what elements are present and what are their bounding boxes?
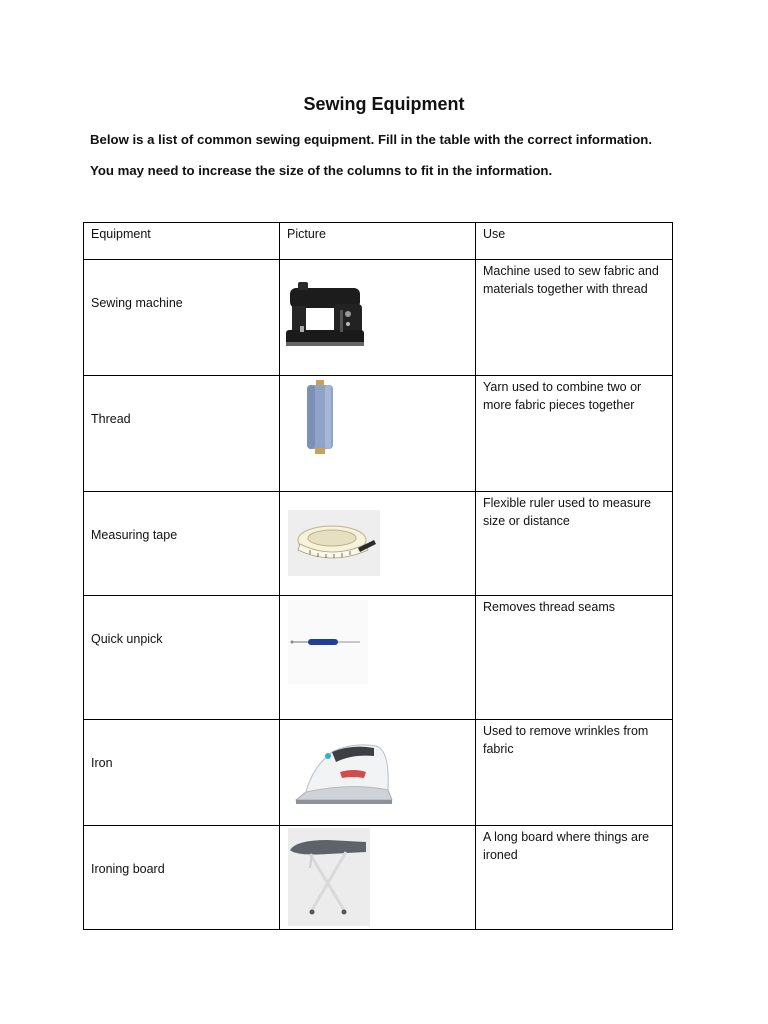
picture-cell [280,596,476,720]
equipment-table [83,222,673,930]
equipment-cell: Ironing board [84,826,280,930]
ironing-board-image [288,828,370,926]
thread-spool-image [305,380,335,456]
header-use: Use [476,223,673,260]
table-row [84,376,673,492]
use-cell: Yarn used to combine two or more fabric pieces together [476,376,673,492]
picture-cell [280,376,476,492]
use-cell: Machine used to sew fabric and materials together with thread [476,260,673,376]
intro-instruction-2: You may need to increase the size of the columns to fit in the information. [90,163,553,178]
equipment-cell: Iron [84,720,280,826]
table-row [84,826,673,930]
picture-cell [280,826,476,930]
iron-image [292,738,398,808]
header-equipment: Equipment [84,223,280,260]
table-row [84,720,673,826]
intro-instruction-1: Below is a list of common sewing equipment. Fill in the table with the correct information. [90,132,652,147]
sewing-machine-image [286,280,366,352]
table-row [84,260,673,376]
use-cell: Flexible ruler used to measure size or distance [476,492,673,596]
equipment-cell: Thread [84,376,280,492]
use-cell: Used to remove wrinkles from fabric [476,720,673,826]
picture-cell [280,492,476,596]
use-cell: A long board where things are ironed [476,826,673,930]
picture-cell [280,720,476,826]
table-header-row [84,223,673,260]
page-title: Sewing Equipment [303,94,465,114]
picture-cell [280,260,476,376]
table-row [84,596,673,720]
equipment-cell: Measuring tape [84,492,280,596]
table-row [84,492,673,596]
use-cell: Removes thread seams [476,596,673,720]
measuring-tape-image [288,510,380,576]
equipment-cell: Sewing machine [84,260,280,376]
equipment-cell: Quick unpick [84,596,280,720]
seam-ripper-image [288,600,368,684]
header-picture: Picture [280,223,476,260]
